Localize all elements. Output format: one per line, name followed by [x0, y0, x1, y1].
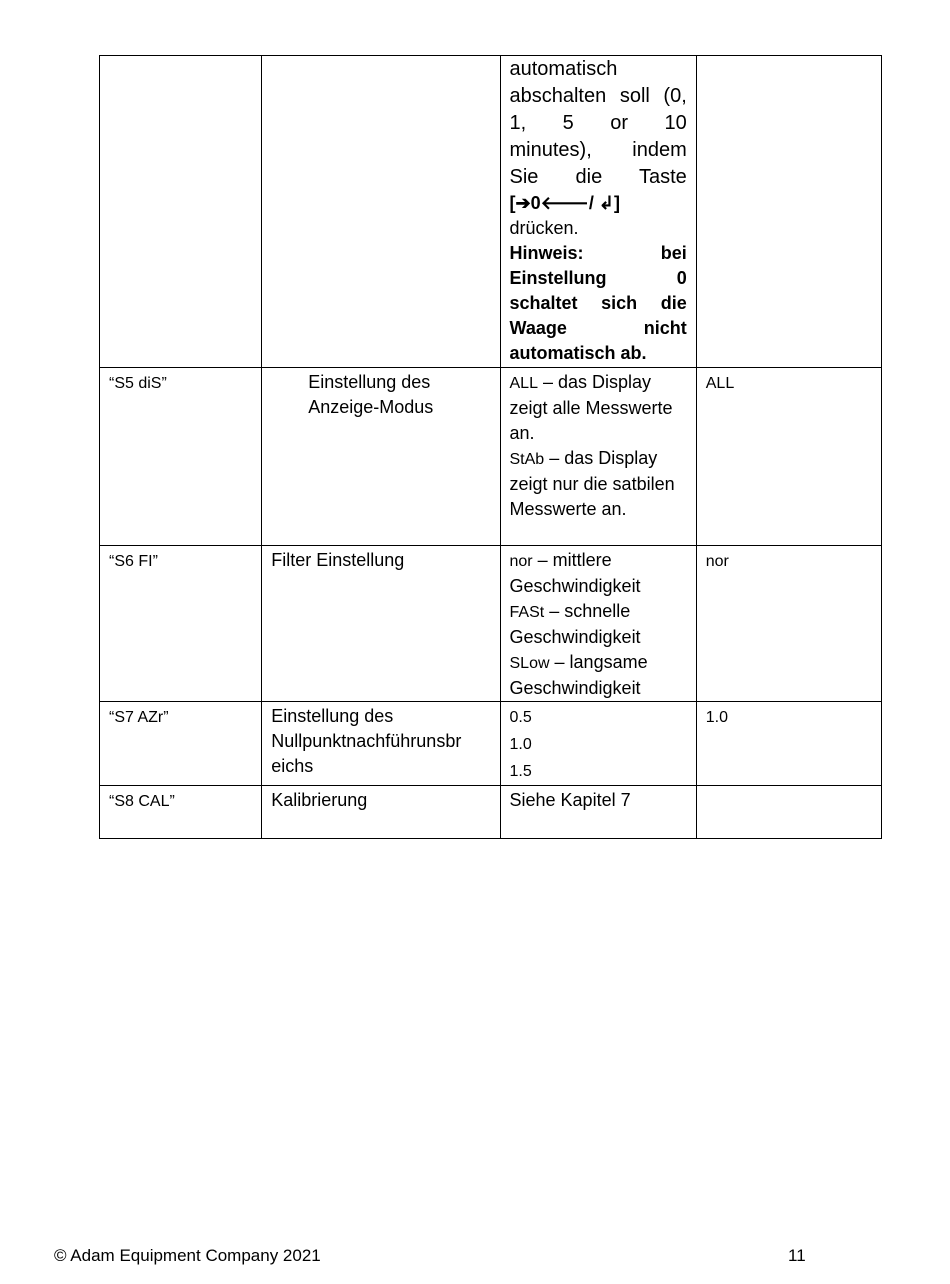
option-text: Siehe Kapitel 7	[509, 790, 631, 810]
table-row	[100, 786, 882, 839]
note-line: Waage nicht	[509, 318, 687, 338]
table-cell-description	[500, 702, 696, 786]
description-line: minutes), indem	[509, 139, 687, 161]
table-row	[100, 546, 882, 702]
table-cell-description	[500, 56, 696, 368]
table-cell-name: Filter Einstellung	[262, 546, 500, 702]
table-cell-default: ALL	[696, 368, 881, 546]
option-key: StAb	[509, 451, 545, 468]
table-cell-name: Einstellung des Anzeige-Modus	[262, 368, 500, 546]
table-cell-default	[696, 56, 881, 368]
footer-copyright: © Adam Equipment Company 2021	[54, 1246, 321, 1265]
table-cell-code: “S6 FI”	[100, 546, 262, 702]
table-cell-code	[100, 56, 262, 368]
table-row	[100, 368, 882, 546]
option-text: – mittlere Geschwindigkeit	[509, 550, 641, 596]
settings-table	[99, 55, 882, 839]
note-line: schaltet sich die	[509, 293, 687, 313]
option-key: ALL	[509, 375, 538, 392]
table-cell-code: “S7 AZr”	[100, 702, 262, 786]
note-line: Hinweis: bei	[509, 243, 687, 263]
option-text: – das Display zeigt nur die satbilen Messwerte an.	[509, 448, 675, 519]
table-cell-description	[500, 546, 696, 702]
option-text: – das Display zeigt alle Messwerte an.	[509, 372, 673, 443]
table-cell-code: “S8 CAL”	[100, 786, 262, 839]
option-key: 1.0	[509, 736, 532, 753]
table-cell-code: “S5 diS”	[100, 368, 262, 546]
description-line: 1, 5 or 10	[509, 112, 687, 134]
description-line: abschalten soll (0,	[509, 85, 687, 107]
option-text: – langsame Geschwindigkeit	[509, 652, 648, 698]
option-key: FASt	[509, 604, 545, 621]
option-key: 0.5	[509, 709, 532, 726]
note-line: Einstellung 0	[509, 268, 687, 288]
description-line: automatisch	[509, 58, 618, 80]
table-cell-name	[262, 56, 500, 368]
description-line: Sie die Taste	[509, 166, 687, 188]
table-row	[100, 702, 882, 786]
key-symbol: [➔0🡐/ ↲]	[509, 193, 620, 213]
table-cell-default	[696, 786, 881, 839]
table-cell-name: Einstellung des Nullpunktnachführunsbr eichs	[262, 702, 500, 786]
key-suffix: drücken.	[509, 218, 579, 238]
option-key: SLow	[509, 655, 550, 672]
option-text: – schnelle Geschwindigkeit	[509, 601, 641, 647]
key-instruction	[510, 191, 687, 241]
table-cell-default: 1.0	[696, 702, 881, 786]
table-cell-name: Kalibrierung	[262, 786, 500, 839]
option-key: nor	[509, 553, 533, 570]
table-cell-default: nor	[696, 546, 881, 702]
page-number: 11	[788, 1246, 806, 1265]
table-cell-description	[500, 368, 696, 546]
table-row-continuation	[100, 56, 882, 368]
table-cell-description	[500, 786, 696, 839]
note-line: automatisch ab.	[509, 343, 647, 363]
option-key: 1.5	[509, 763, 532, 780]
